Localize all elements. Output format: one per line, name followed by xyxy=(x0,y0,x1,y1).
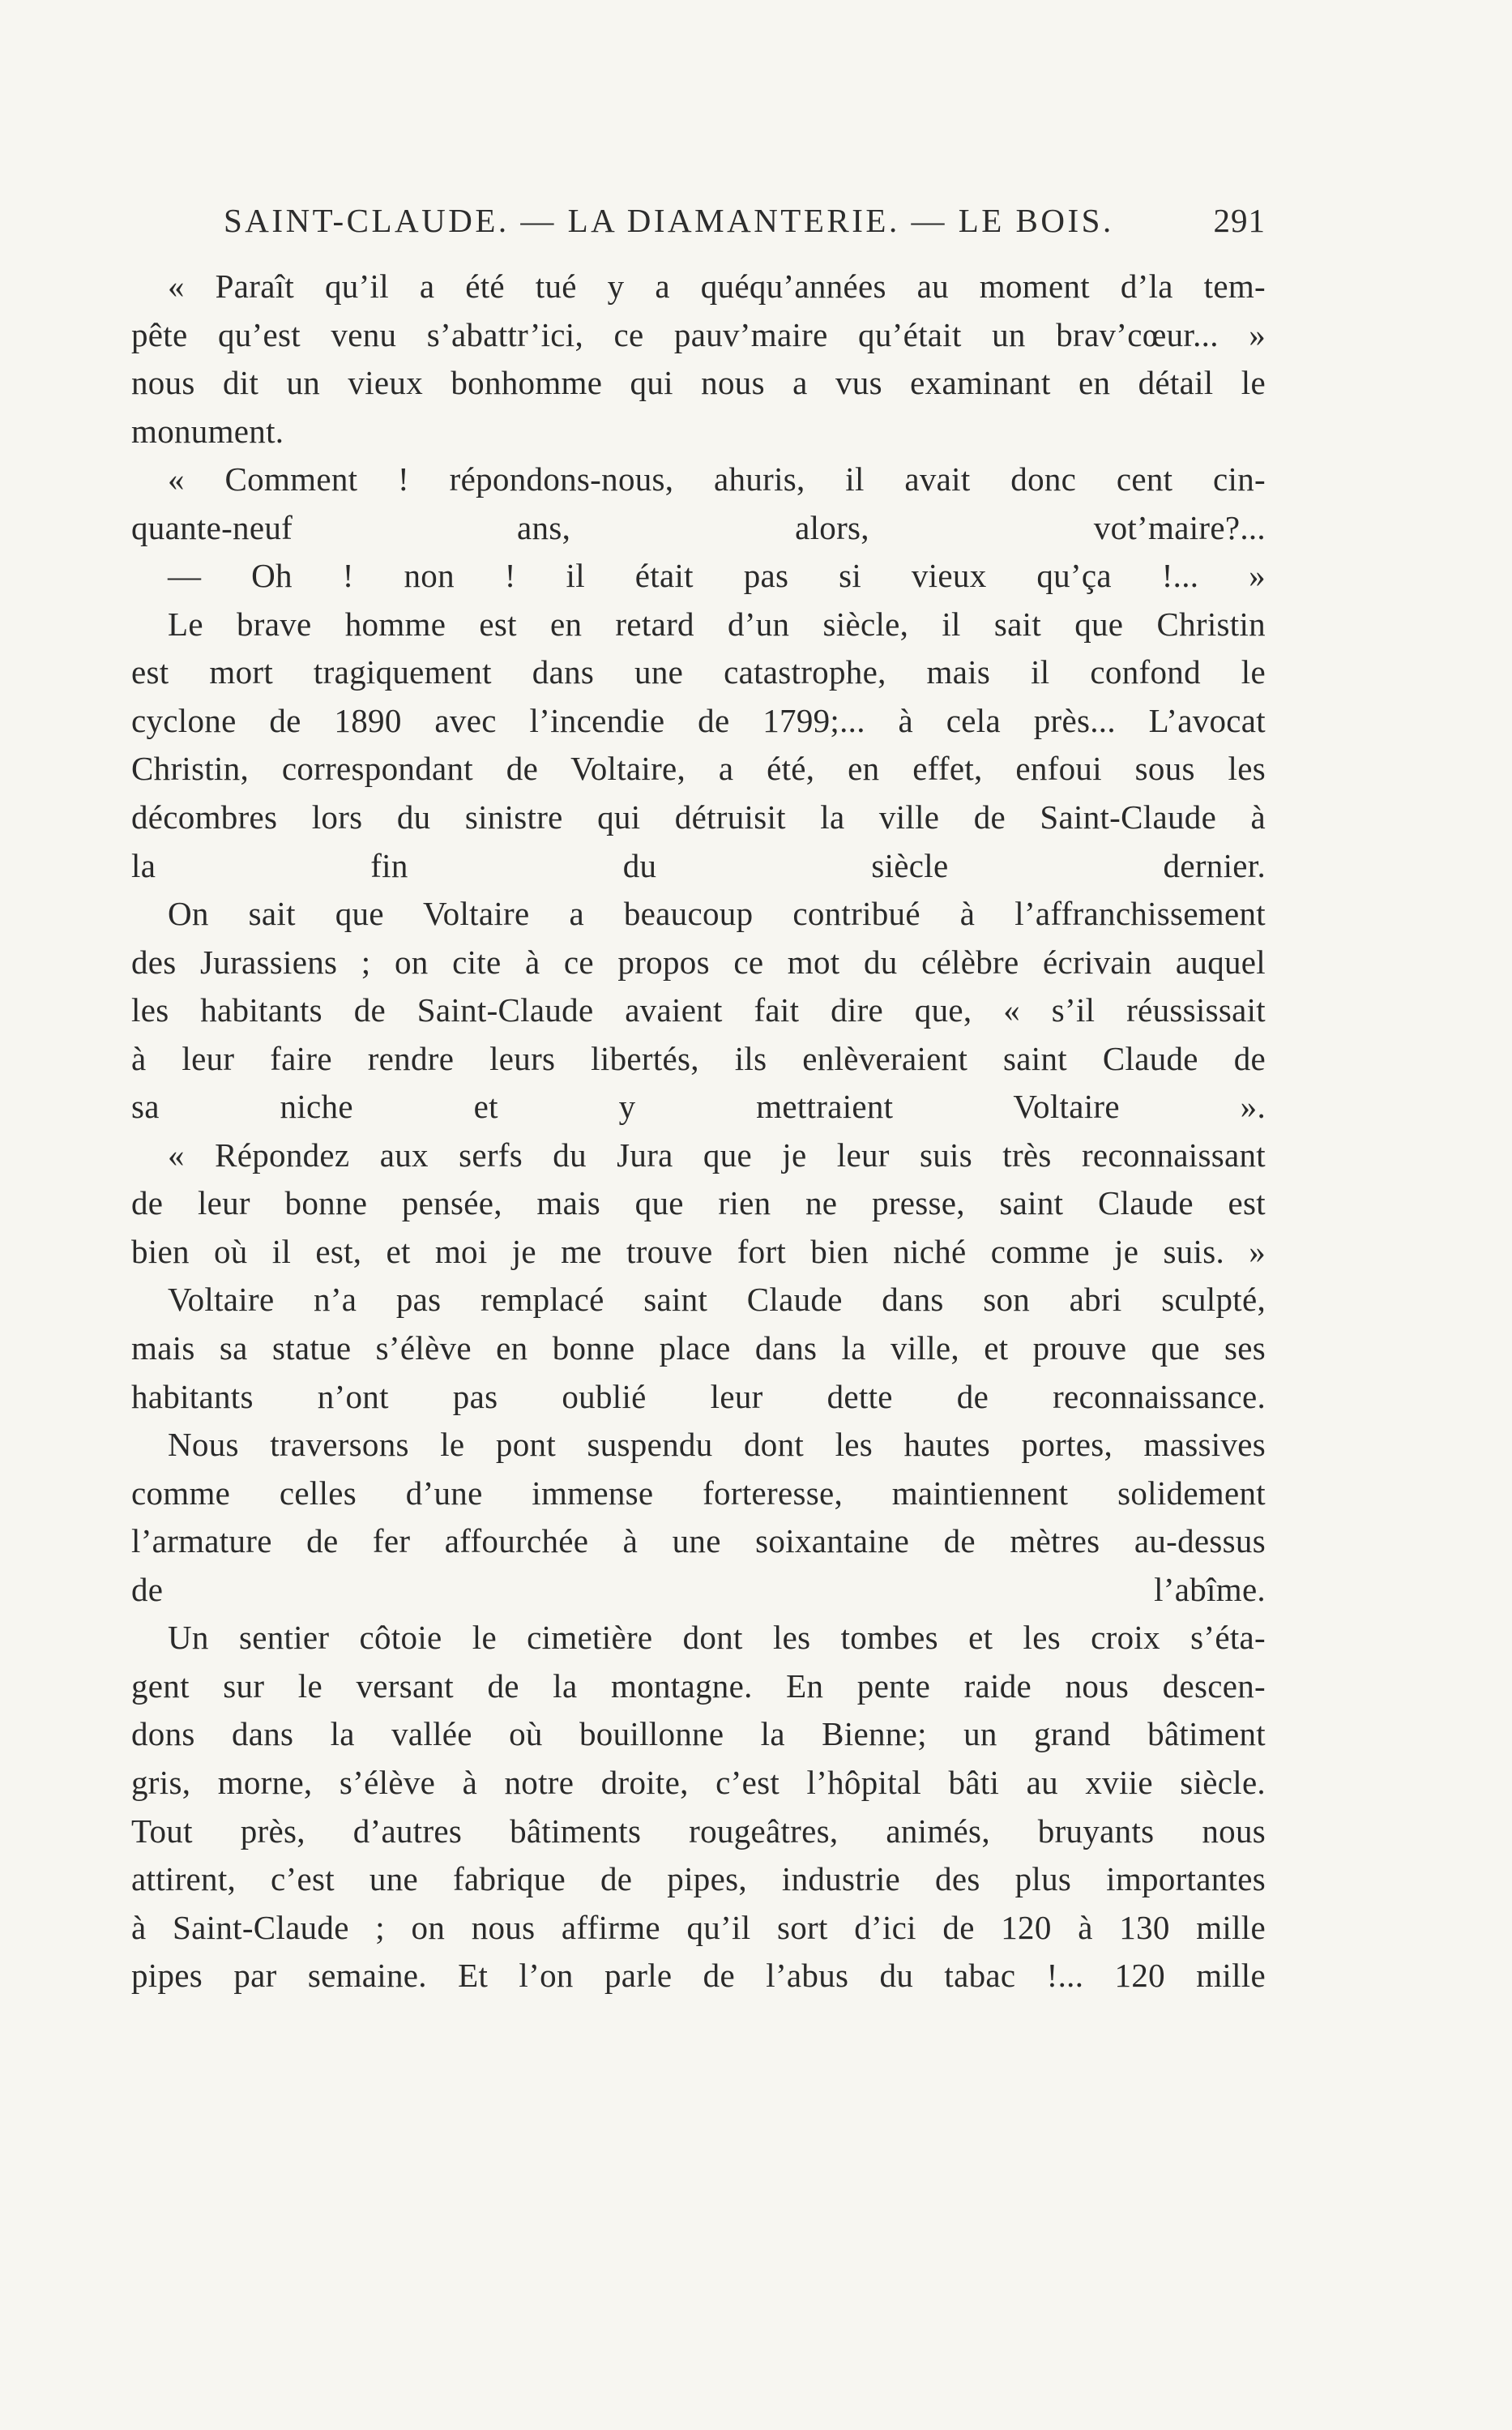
text-line: Nous traversons le pont suspendu dont les hautes portes, massives xyxy=(168,1426,1266,1464)
text-line: l’armature de fer affourchée à une soixantaine de mètres au-dessus xyxy=(131,1522,1266,1560)
body-text xyxy=(131,263,1266,2000)
text-line: gent sur le versant de la montagne. En pente raide nous descen- xyxy=(131,1666,1266,1705)
text-line: quante-neuf ans, alors, vot’maire?... xyxy=(131,508,1266,546)
text-line: mais sa statue s’élève en bonne place dans la ville, et prouve que ses xyxy=(131,1329,1266,1367)
text-line: à Saint-Claude ; on nous affirme qu’il sort d’ici de 120 à 130 mille xyxy=(131,1908,1266,1946)
text-line: On sait que Voltaire a beaucoup contribué à l’affranchissement xyxy=(168,895,1266,933)
text-line: la fin du siècle dernier. xyxy=(131,846,1266,884)
text-line: comme celles d’une immense forteresse, maintiennent solidement xyxy=(131,1474,1266,1512)
text-line: Un sentier côtoie le cimetière dont les tombes et les croix s’éta- xyxy=(168,1619,1266,1657)
text-line: habitants n’ont pas oublié leur dette de reconnaissance. xyxy=(131,1377,1266,1415)
text-line: — Oh ! non ! il était pas si vieux qu’ça !... » xyxy=(168,557,1266,595)
text-line: à leur faire rendre leurs libertés, ils enlèveraient saint Claude de xyxy=(131,1039,1266,1077)
text-line: dons dans la vallée où bouillonne la Bienne; un grand bâtiment xyxy=(131,1715,1266,1753)
text-line: monument. xyxy=(131,412,284,450)
text-line: nous dit un vieux bonhomme qui nous a vus examinant en détail le xyxy=(131,364,1266,402)
text-line: sa niche et y mettraient Voltaire ». xyxy=(131,1088,1266,1126)
running-head xyxy=(224,201,1266,253)
text-line: pipes par semaine. Et l’on parle de l’abus du tabac !... 120 mille xyxy=(131,1957,1266,1995)
text-line: Le brave homme est en retard d’un siècle, il sait que Christin xyxy=(168,605,1266,643)
text-line: de leur bonne pensée, mais que rien ne presse, saint Claude est xyxy=(131,1184,1266,1222)
text-line: les habitants de Saint-Claude avaient fait dire que, « s’il réussissait xyxy=(131,991,1266,1029)
text-line: « Paraît qu’il a été tué y a quéqu’années au moment d’la tem- xyxy=(168,267,1266,305)
text-line: bien où il est, et moi je me trouve fort bien niché comme je suis. » xyxy=(131,1232,1266,1270)
page-number: 291 xyxy=(1213,202,1266,239)
text-line: gris, morne, s’élève à notre droite, c’est l’hôpital bâti au xviie siècle. xyxy=(131,1763,1266,1801)
text-line: de l’abîme. xyxy=(131,1570,1266,1608)
text-line: « Comment ! répondons-nous, ahuris, il avait donc cent cin- xyxy=(168,460,1266,498)
running-title: SAINT-CLAUDE. — LA DIAMANTERIE. — LE BOIS. xyxy=(224,202,1114,239)
text-line: Voltaire n’a pas remplacé saint Claude dans son abri sculpté, xyxy=(168,1281,1266,1319)
text-line: pête qu’est venu s’abattr’ici, ce pauv’maire qu’était un brav’cœur... » xyxy=(131,315,1266,353)
text-line: décombres lors du sinistre qui détruisit la ville de Saint-Claude à xyxy=(131,798,1266,836)
text-line: attirent, c’est une fabrique de pipes, industrie des plus importantes xyxy=(131,1860,1266,1898)
text-line: Tout près, d’autres bâtiments rougeâtres, animés, bruyants nous xyxy=(131,1812,1266,1850)
text-line: Christin, correspondant de Voltaire, a été, en effet, enfoui sous les xyxy=(131,750,1266,788)
text-line: « Répondez aux serfs du Jura que je leur suis très reconnaissant xyxy=(168,1136,1266,1174)
text-line: des Jurassiens ; on cite à ce propos ce mot du célèbre écrivain auquel xyxy=(131,943,1266,981)
text-line: est mort tragiquement dans une catastrophe, mais il confond le xyxy=(131,653,1266,691)
text-line: cyclone de 1890 avec l’incendie de 1799;... à cela près... L’avocat xyxy=(131,701,1266,739)
